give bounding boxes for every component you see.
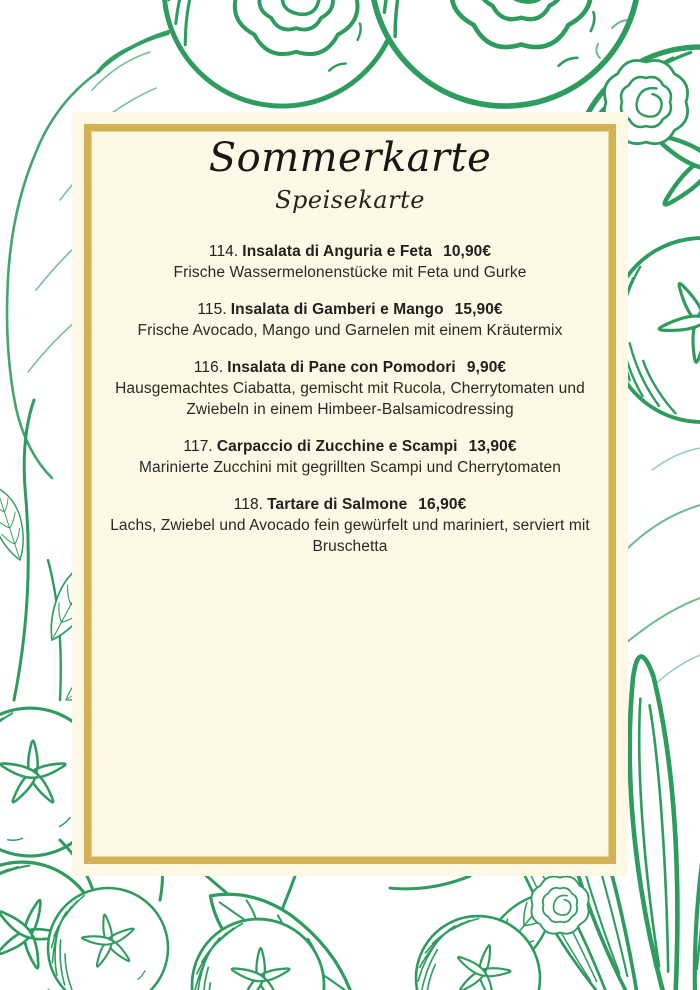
- item-description: Frische Wassermelonenstücke mit Feta und Gurke: [173, 264, 527, 281]
- item-description: Lachs, Zwiebel und Avocado fein gewürfelt und mariniert, serviert mit Bruschetta: [110, 517, 590, 555]
- item-name: Carpaccio di Zucchine e Scampi: [216, 438, 458, 455]
- menu-title: Sommerkarte: [208, 135, 492, 181]
- item-name: Insalata di Pane con Pomodori: [227, 359, 456, 376]
- item-title-line: [91, 436, 609, 457]
- item-number: 114.: [208, 243, 239, 260]
- item-number: 118.: [233, 496, 264, 513]
- item-title-line: [91, 357, 609, 378]
- item-name: Insalata di Anguria e Feta: [242, 243, 433, 260]
- menu-subtitle: Speisekarte: [275, 186, 425, 214]
- menu-item: [91, 299, 609, 341]
- item-description: Frische Avocado, Mango und Garnelen mit einem Kräutermix: [137, 322, 563, 339]
- item-title-line: [91, 299, 609, 320]
- item-description: Marinierte Zucchini mit gegrillten Scampi und Cherrytomaten: [139, 459, 561, 476]
- menu-panel: [72, 112, 628, 876]
- item-price: 9,90€: [466, 359, 507, 376]
- gold-frame: [84, 124, 616, 864]
- item-price: 16,90€: [418, 496, 467, 513]
- menu-item: [91, 241, 609, 283]
- item-name: Tartare di Salmone: [267, 496, 408, 513]
- item-title-line: [91, 241, 609, 262]
- menu-item: [91, 357, 609, 420]
- item-name: Insalata di Gamberi e Mango: [230, 301, 444, 318]
- item-number: 115.: [197, 301, 227, 318]
- menu-item: [91, 494, 609, 557]
- item-price: 10,90€: [443, 243, 492, 260]
- menu-list: [91, 241, 609, 557]
- item-price: 15,90€: [454, 301, 503, 318]
- item-title-line: [91, 494, 609, 515]
- item-description: Hausgemachtes Ciabatta, gemischt mit Rucola, Cherrytomaten und Zwiebeln in einem Himbeer-Balsamicodressing: [115, 380, 585, 418]
- item-number: 116.: [193, 359, 224, 376]
- item-number: 117.: [183, 438, 213, 455]
- item-price: 13,90€: [468, 438, 517, 455]
- menu-item: [91, 436, 609, 478]
- lettuce-head-icon: [164, 0, 639, 106]
